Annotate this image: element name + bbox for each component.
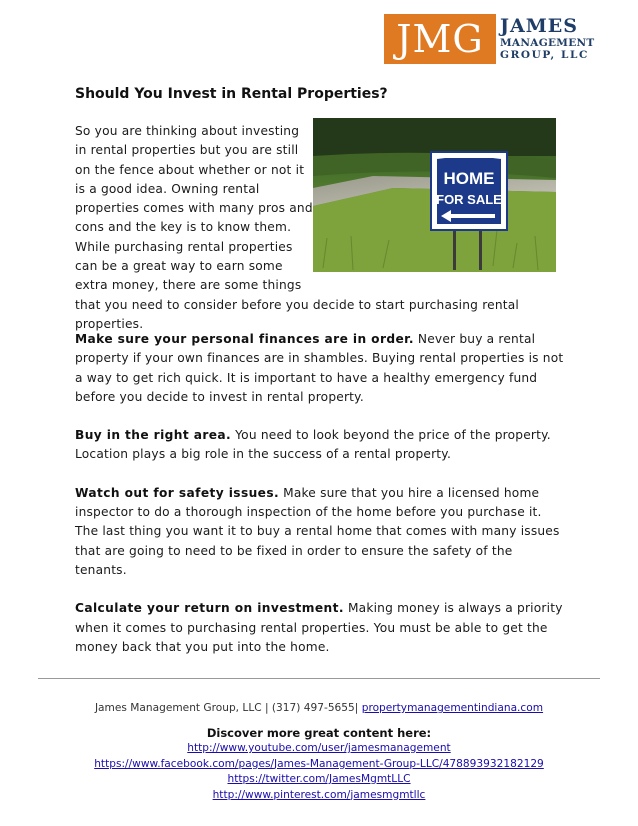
intro-line: extra money, there are some things (75, 278, 302, 293)
section-text: Never buy a rental property if your own finances are in shambles. Buying rental properties is not a way to get rich quick. It is important to have a healthy emergency fund before you decide to invest in rental property. (75, 332, 564, 404)
logo-name-line3: GROUP, LLC (500, 48, 589, 61)
facebook-link[interactable]: https://www.facebook.com/pages/James-Management-Group-LLC/478893932182129 (94, 757, 544, 770)
intro-line: on the fence about whether or not it (75, 162, 305, 177)
article-title: Should You Invest in Rental Properties? (75, 86, 388, 102)
section-text: You need to look beyond the price of the property. Location plays a big role in the success of a rental property. (75, 428, 551, 462)
social-links (0, 741, 638, 803)
discover-heading: Discover more great content here: (206, 726, 432, 740)
intro-paragraph (75, 122, 555, 334)
section-text: Making money is always a priority when it comes to purchasing rental properties. You must be able to get the money back that you put into the home. (75, 601, 563, 654)
twitter-link[interactable]: https://twitter.com/JamesMgmtLLC (227, 773, 411, 785)
article-sections (75, 330, 565, 676)
section-heading: Calculate your return on investment. (75, 601, 344, 616)
intro-line: properties comes with many pros and (75, 201, 313, 216)
logo-name-line1: JAMES (500, 15, 578, 37)
section-safety-issues (75, 484, 565, 580)
sign-text-home: HOME (443, 169, 495, 188)
footer-divider (38, 678, 600, 679)
intro-line: in rental properties but you are still (75, 143, 299, 158)
logo-wordmark (500, 17, 598, 60)
intro-line: that you need to consider before you decide to start purchasing rental (75, 297, 519, 312)
section-heading: Watch out for safety issues. (75, 485, 280, 500)
intro-line: While purchasing rental properties (75, 239, 293, 254)
section-text: Make sure that you hire a licensed home inspector to do a thorough inspection of the home before you purchase it. The last thing you want it to buy a rental home that comes with many issues that are going to need to be fixed in order to ensure the safety of the tenants. (75, 485, 560, 577)
intro-line: cons and the key is to know them. (75, 220, 292, 235)
intro-line: is a good idea. Owning rental (75, 181, 260, 196)
footer-separator: | (354, 702, 362, 714)
logo-initials: JMG (396, 17, 484, 61)
section-heading: Make sure your personal finances are in order. (75, 332, 414, 346)
intro-line: So you are thinking about investing (75, 124, 300, 138)
section-heading: Buy in the right area. (75, 428, 232, 443)
pinterest-link[interactable]: http://www.pinterest.com/jamesmgmtllc (212, 788, 426, 801)
youtube-link[interactable]: http://www.youtube.com/user/jamesmanagement (187, 742, 451, 754)
section-right-area (75, 426, 565, 465)
footer-website-link[interactable]: propertymanagementindiana.com (361, 702, 544, 714)
section-return-on-investment (75, 599, 565, 657)
logo-name-line2: MANAGEMENT (500, 37, 595, 49)
footer-company-info: James Management Group, LLC | (317) 497-5655 (94, 702, 355, 714)
intro-line: properties. (75, 316, 144, 331)
section-personal-finances (75, 330, 565, 407)
sign-text-for-sale: FOR SALE (436, 192, 502, 207)
footer-company-line (0, 702, 638, 714)
intro-line: can be a great way to earn some (75, 259, 283, 274)
company-logo (384, 14, 598, 64)
